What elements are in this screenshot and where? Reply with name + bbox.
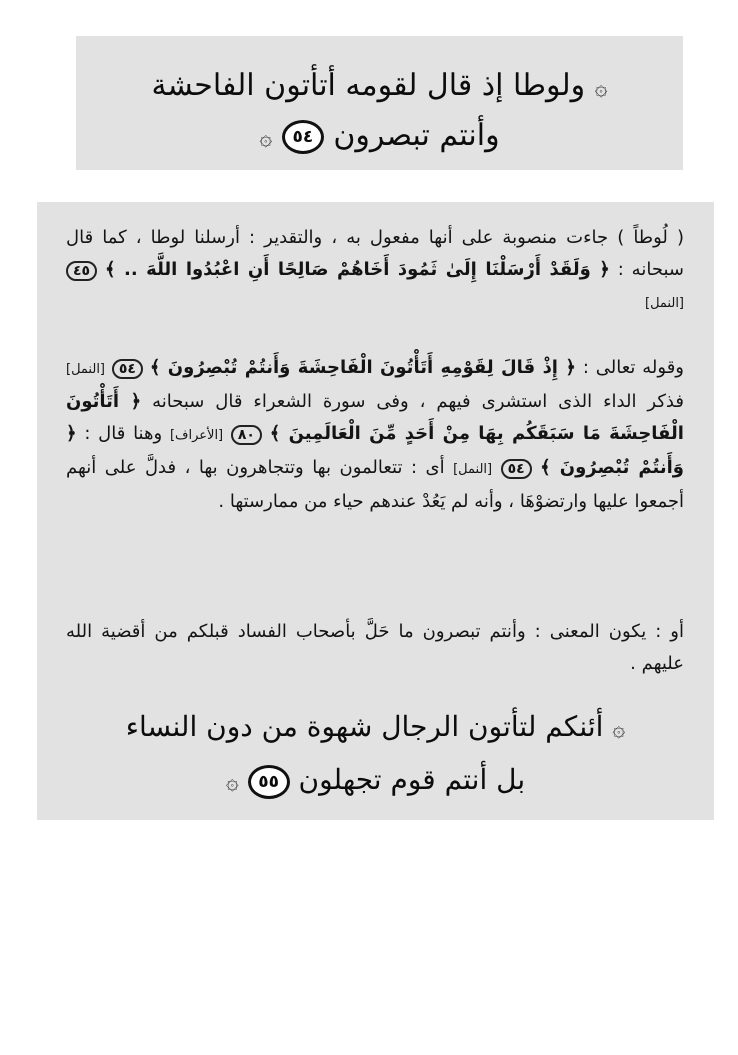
commentary-box [37, 202, 714, 820]
verse-bottom-text-2: بل أنتم قوم تجهلون [298, 763, 526, 796]
p2-ayah-number-2: ٨٠ [231, 425, 262, 445]
p2-surah-ref-3: [النمل] [453, 462, 493, 477]
verse-bottom-line-1 [37, 707, 714, 750]
p2-text-1: فذكر الداء الذى استشرى فيهم ، وفى سورة الشعراء قال سبحانه [152, 391, 684, 412]
verse-top-text-1: ولوطا إذ قال لقومه أتأتون الفاحشة [151, 68, 586, 103]
p1-surah-ref: [النمل] [645, 296, 684, 311]
verse-ornament-end-icon: ۞ [259, 126, 273, 151]
p2-surah-ref-2: [الأعراف] [169, 428, 224, 443]
commentary-paragraph-3 [66, 616, 684, 680]
p2-text-3: أى : تتعالمون بها وتتجاهرون بها ، فدلَّ على أنهم أجمعوا عليها وارتضوْهَا ، وأنه لم يَعُدْ عندهم حياء من ممارستها . [66, 457, 684, 512]
p2-quote-1: ﴿ إِذْ قَالَ لِقَوْمِهِ أَتَأْتُونَ الْفَاحِشَةَ وَأَنتُمْ تُبْصِرُونَ ﴾ [149, 357, 576, 378]
verse-ornament-icon: ۞ [594, 76, 608, 101]
p3-text: أو : يكون المعنى : وأنتم تبصرون ما حَلَّ بأصحاب الفساد قبلكم من أقضية الله عليهم . [66, 621, 684, 674]
p2-text-2: وهنا قال : [84, 423, 163, 444]
ayah-number-badge-bottom: ٥٥ [248, 765, 290, 799]
commentary-paragraph-2 [66, 352, 684, 518]
verse-bottom-ornament-icon: ۞ [612, 717, 626, 742]
verse-bottom-text-1: أئنكم لتأتون الرجال شهوة من دون النساء [125, 710, 604, 743]
p2-surah-ref-1: [النمل] [66, 362, 105, 377]
p1-ayah-number: ٤٥ [66, 261, 97, 281]
verse-bottom-line-2 [37, 760, 714, 803]
p2-quote-2: ﴿ أَتَأْتُونَ الْفَاحِشَةَ مَا سَبَقَكُم بِهَا مِنْ أَحَدٍ مِّنَ الْعَالَمِينَ ﴾ [66, 391, 684, 444]
verse-box-top [76, 36, 683, 170]
p2-ayah-number-1: ٥٤ [112, 359, 143, 379]
commentary-paragraph-1 [66, 222, 684, 320]
verse-top-text-2: وأنتم تبصرون [333, 118, 500, 153]
verse-top-line-2 [76, 116, 683, 159]
p1-quote: ﴿ وَلَقَدْ أَرْسَلْنَا إِلَىٰ ثَمُودَ أَخَاهُمْ صَالِحًا أَنِ اعْبُدُوا اللَّهَ .. ﴾ [105, 259, 610, 280]
verse-top-line-1 [76, 66, 683, 109]
p2-quote-3: ﴿ وَأَنتُمْ تُبْصِرُونَ ﴾ [66, 423, 684, 478]
verse-bottom-ornament-end-icon: ۞ [225, 770, 239, 795]
p1-text: ( لُوطاً ) جاءت منصوبة على أنها مفعول به ، والتقدير : أرسلنا لوطا ، كما قال سبحانه : [66, 227, 684, 280]
p2-ayah-number-3: ٥٤ [501, 459, 532, 479]
p2-intro: وقوله تعالى : [582, 357, 684, 378]
ayah-number-badge: ٥٤ [282, 120, 324, 154]
